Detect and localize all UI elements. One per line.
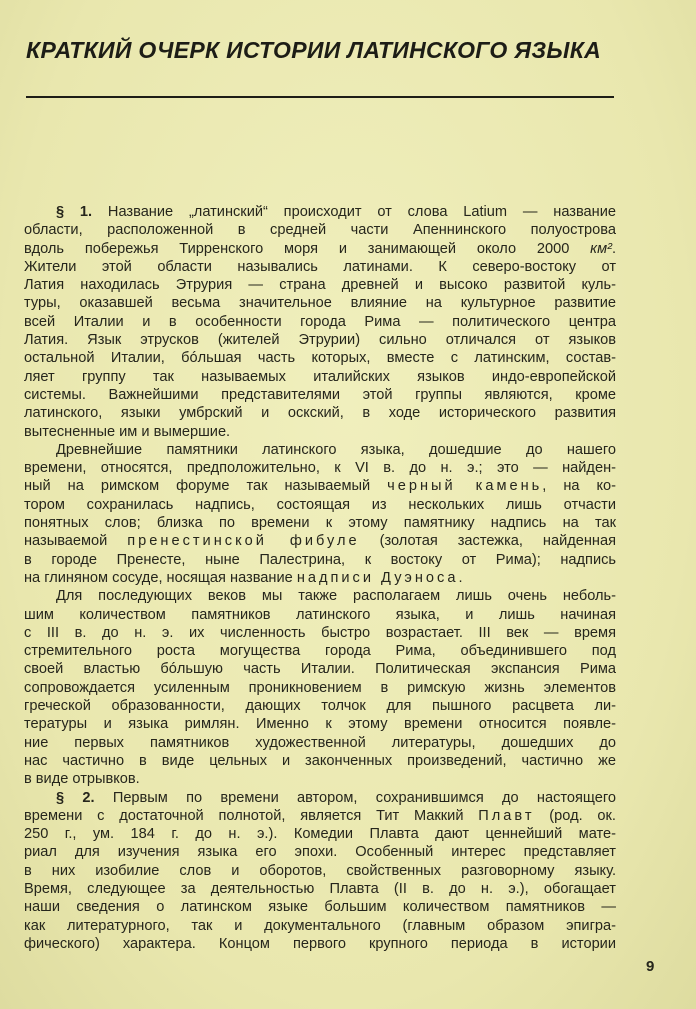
text-segment: Название „латинский“ происходит от слова Latium — название (92, 204, 617, 220)
text-segment: области, расположенной в средней части Апеннинского полуострова (24, 222, 616, 239)
text-line (24, 825, 616, 843)
text-segment: как литературного, так и документального (главным образом эпигра- (24, 917, 616, 934)
text-line (24, 386, 616, 404)
text-line (24, 697, 616, 715)
text-segment: стремительного роста могущества города Рима, объединившего под (24, 643, 616, 660)
text-segment: Латия находилась Этрурия — страна древней и высоко развитой куль- (24, 277, 616, 294)
text-segment: км² (590, 240, 612, 257)
emphasized-term: черный камень (387, 478, 543, 495)
text-segment: 250 г., ум. 184 г. до н. э.). Комедии Плавта дают ценнейший мате- (24, 826, 616, 843)
text-line (24, 898, 616, 916)
text-segment: наши сведения о латинском языке большим количеством памятников — (24, 899, 616, 916)
text-segment: в виде отрывков. (24, 771, 140, 788)
text-line (24, 679, 616, 697)
text-line (24, 276, 616, 294)
text-line (24, 935, 616, 953)
text-line (24, 532, 616, 550)
text-line (24, 660, 616, 678)
section-number: § 1. (56, 204, 93, 220)
text-segment: всей Италии и в особенности города Рима — политического центра (24, 313, 616, 330)
text-segment: вдоль побережья Тирренского моря и занимающей около 2000 (24, 240, 591, 257)
text-segment: латинского, языки умбрский и оскский, в ходе исторического развития (24, 405, 616, 422)
text-segment: риал для изучения языка его эпохи. Особенный интерес представляет (24, 844, 616, 861)
text-line (24, 917, 616, 935)
text-segment: времени с достаточной полнотой, является Тит Маккий (24, 807, 479, 824)
text-line (24, 477, 616, 495)
text-segment: Время, следующее за деятельностью Плавта (II в. до н. э.), обогащает (24, 880, 616, 897)
text-line (24, 789, 616, 807)
text-line (24, 368, 616, 386)
text-line (24, 642, 616, 660)
paragraph (24, 441, 616, 587)
text-segment: Жители этой области назывались латинами. К северо-востоку от (24, 258, 616, 275)
text-segment: своей властью бóльшую часть Италии. Политическая экспансия Рима (24, 661, 616, 678)
page-number: 9 (646, 958, 655, 975)
text-line (24, 441, 616, 459)
chapter-title: КРАТКИЙ ОЧЕРК ИСТОРИИ ЛАТИНСКОГО ЯЗЫКА (26, 37, 602, 63)
text-segment: шим количеством памятников латинского языка, и лишь начиная (24, 606, 616, 623)
text-segment: ный на римском форуме так называемый (24, 478, 388, 495)
text-line (24, 221, 616, 239)
text-line (24, 770, 616, 788)
text-segment: Латия. Язык этрусков (жителей Этрурии) сильно отличался от языков (24, 332, 616, 349)
text-segment: (род. ок. (534, 807, 616, 824)
text-segment: называемой (24, 533, 128, 550)
text-segment: . (458, 569, 463, 586)
text-line (24, 349, 616, 367)
text-line (24, 569, 616, 587)
text-line (24, 496, 616, 514)
text-line (24, 203, 616, 221)
body-text (24, 203, 616, 953)
paragraph (24, 789, 616, 954)
text-line (24, 752, 616, 770)
text-line (24, 258, 616, 276)
text-line (24, 331, 616, 349)
section-number: § 2. (56, 789, 95, 806)
text-segment: . (611, 240, 616, 257)
text-segment: вытесненные им и вымершие. (24, 423, 231, 440)
text-line (24, 862, 616, 880)
text-segment: остальной Италии, бóльшая часть которых, вместе с латинским, состав- (24, 350, 616, 367)
text-line (24, 624, 616, 642)
paragraph (24, 203, 616, 441)
text-line (24, 880, 616, 898)
text-segment: Для последующих веков мы также располагаем лишь очень неболь- (56, 588, 616, 605)
text-segment: с III в. до н. э. их численность быстро возрастает. III век — время (24, 624, 616, 641)
text-segment: (золотая застежка, найденная (359, 533, 616, 550)
text-line (24, 587, 616, 605)
text-line (24, 294, 616, 312)
emphasized-term: надписи Дуэноса (296, 569, 459, 586)
text-segment: ляет группу так называемых италийских языков индо-европейской (24, 368, 616, 385)
text-line (24, 606, 616, 624)
text-line (24, 240, 616, 258)
text-segment: греческой образованности, дающих толчок для пышного расцвета ли- (24, 698, 616, 715)
text-segment: нас частично в виде цельных и законченных произведений, частично же (24, 752, 616, 769)
emphasized-term: пренестинской фибуле (127, 533, 360, 550)
text-line (24, 313, 616, 331)
text-segment: тором сохранилась надпись, состоящая из нескольких лишь отчасти (24, 496, 616, 513)
text-segment: понятных слов; близка по времени к этому памятнику надпись на так (24, 515, 616, 532)
text-segment: времени, относятся, предположительно, к VI в. до н. э.; это — найден- (24, 460, 616, 477)
text-line (24, 404, 616, 422)
text-line (24, 807, 616, 825)
text-line (24, 514, 616, 532)
text-segment: системы. Важнейшими представителями этой группы являются, кроме (24, 386, 616, 403)
text-segment: , на ко- (542, 478, 616, 495)
text-segment: на глиняном сосуде, носящая название (24, 569, 297, 586)
text-line (24, 843, 616, 861)
paragraph (24, 587, 616, 788)
text-segment: в них изобилие слов и оборотов, свойственных разговорному языку. (24, 862, 616, 879)
text-line (24, 551, 616, 569)
title-rule (26, 96, 614, 98)
emphasized-term: Плавт (478, 807, 535, 824)
text-segment: туры, оказавшей весьма значительное влияние на культурное развитие (24, 295, 616, 312)
text-segment: фического) характера. Концом первого крупного периода в истории (24, 935, 616, 952)
text-segment: тературы и языка римлян. Именно к этому времени относится появле- (24, 716, 616, 733)
text-line (24, 715, 616, 733)
text-segment: ние первых памятников художественной литературы, дошедших до (24, 734, 616, 751)
text-segment: Первым по времени автором, сохранившимся до настоящего (94, 789, 616, 806)
text-line (24, 459, 616, 477)
text-segment: в городе Пренесте, ныне Палестрина, к востоку от Рима); надпись (24, 551, 616, 568)
text-line (24, 423, 616, 441)
text-line (24, 734, 616, 752)
text-segment: сопровождается усиленным проникновением в римскую жизнь элементов (24, 679, 616, 696)
text-segment: Древнейшие памятники латинского языка, дошедшие до нашего (56, 441, 616, 458)
